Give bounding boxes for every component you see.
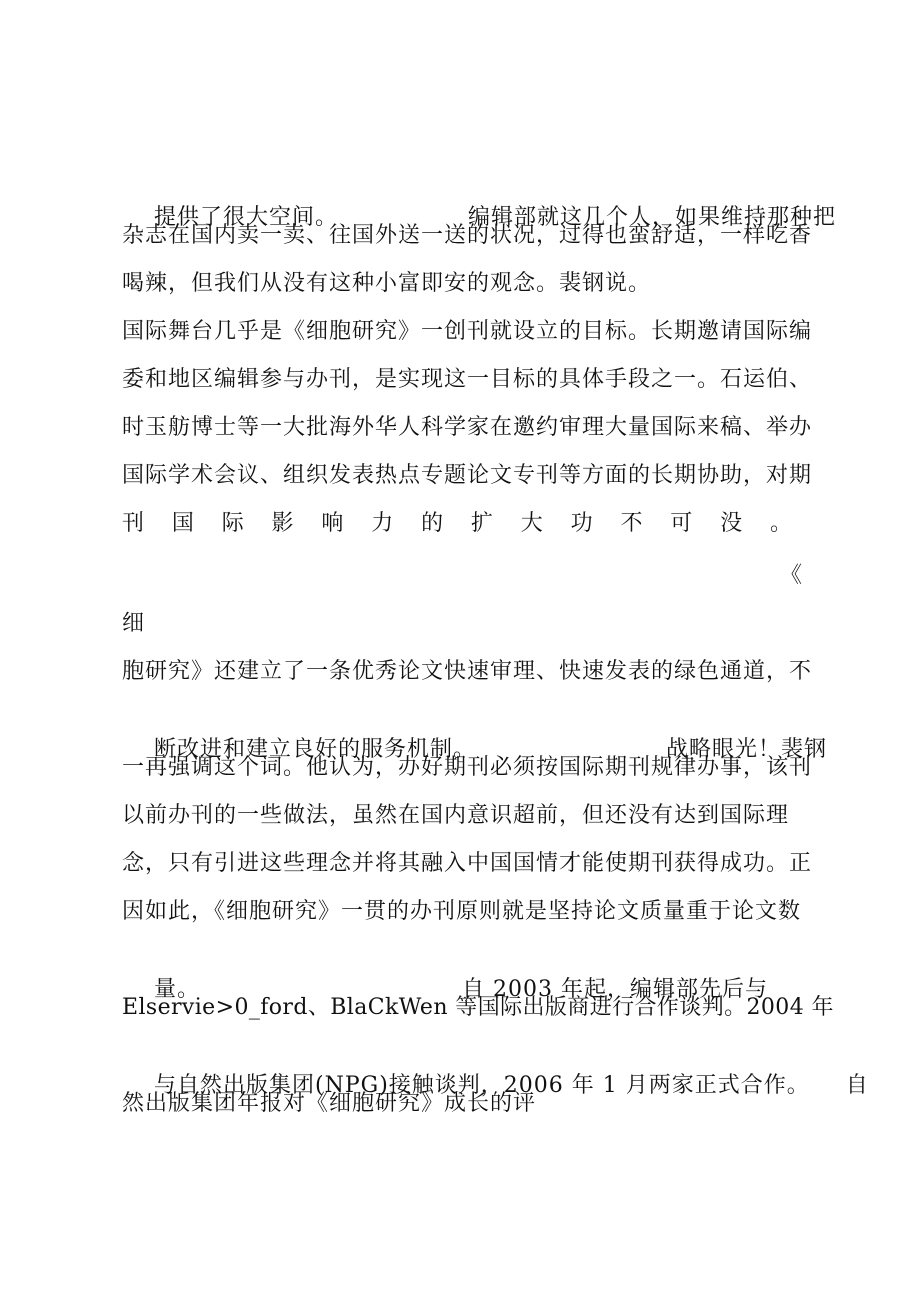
text-line-4: 国际舞台几乎是《细胞研究》一创刊就设立的目标。长期邀请国际编 <box>122 319 813 344</box>
text-line-9: 《 <box>780 563 804 588</box>
text-line-16: 因如此，《细胞研究》一贯的办刊原则就是坚持论文质量重于论文数 <box>122 899 802 924</box>
text-line-18: Elservie>0_ford、BlaCkWen 等国际出版商进行合作谈判。2004 年 <box>122 995 834 1020</box>
text-line-15: 念，只有引进这些理念并将其融入中国国情才能使期刊获得成功。正 <box>122 851 813 876</box>
text-line-11: 胞研究》还建立了一条优秀论文快速审理、快速发表的绿色通道，不 <box>122 659 813 684</box>
text-line-2: 杂志在国内卖一卖、往国外送一送的状况，过得也蛮舒适，一样吃香 <box>122 223 813 248</box>
text-line-7: 国际学术会议、组织发表热点专题论文专刊等方面的长期协助，对期 <box>122 463 813 488</box>
text-segment: 战略眼光！裴钢 <box>666 737 828 762</box>
text-line-14: 以前办刊的一些做法，虽然在国内意识超前，但还没有达到国际理 <box>122 803 790 828</box>
text-segment: 与自然出版集团(NPG)接触谈判，2006 年 1 月两家正式合作。 <box>153 1073 810 1098</box>
text-line-13: 一再强调这个词。他认为，办好期刊必须按国际期刊规律办事，该刊 <box>122 755 813 780</box>
text-line-20: 然出版集团年报对《细胞研究》成长的评 <box>122 1091 537 1116</box>
text-segment: 量。 <box>153 977 200 1002</box>
text-line-3: 喝辣，但我们从没有这种小富即安的观念。裴钢说。 <box>122 271 652 296</box>
text-line-5: 委和地区编辑参与办刊，是实现这一目标的具体手段之一。石运伯、 <box>122 367 813 392</box>
text-segment: 自 2003 年起，编辑部先后与 <box>462 977 768 1002</box>
text-segment: 提供了很大空间。 <box>153 205 338 230</box>
text-segment: 断改进和建立良好的服务机制。 <box>153 737 476 762</box>
text-segment: 编辑部就这几个人，如果维持那种把 <box>468 205 837 230</box>
text-line-6: 时玉舫博士等一大批海外华人科学家在邀约审理大量国际来稿、举办 <box>122 415 813 440</box>
text-line-10: 细 <box>122 611 146 636</box>
text-line-8-spread: 刊国际影响力的扩大功不可没。 <box>122 511 792 536</box>
text-segment: 自 <box>845 1073 869 1098</box>
